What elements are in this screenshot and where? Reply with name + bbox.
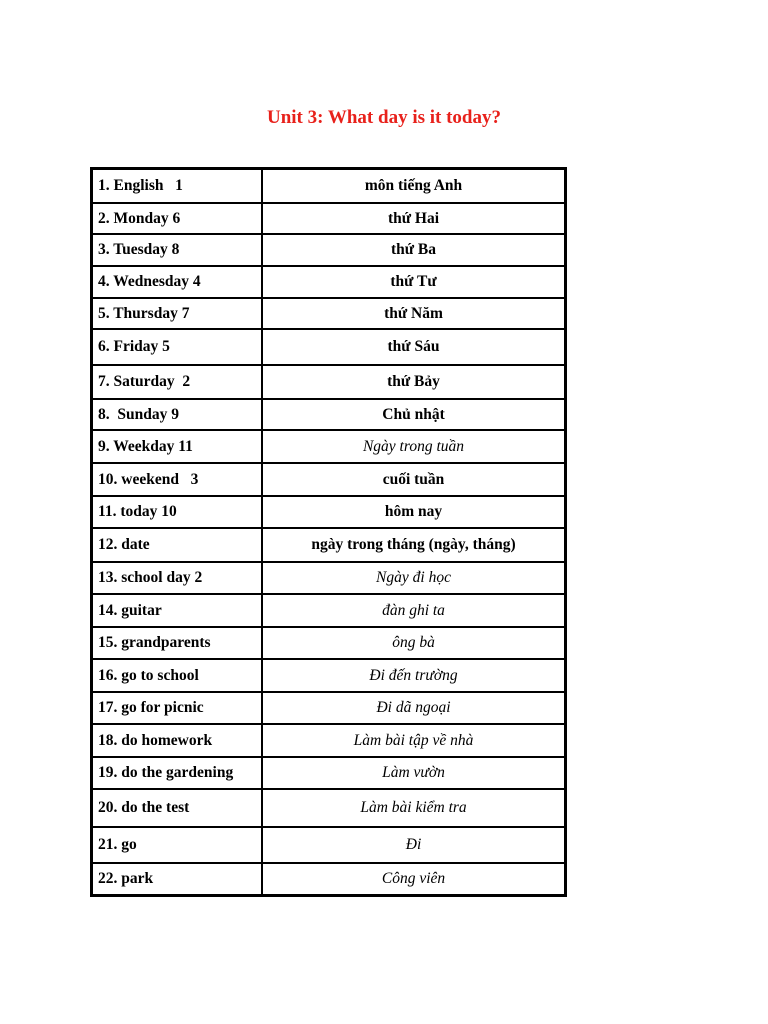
vietnamese-meaning-cell: thứ Năm	[262, 298, 565, 329]
table-row	[92, 496, 565, 528]
vietnamese-meaning-cell: Đi đến trường	[262, 659, 565, 692]
english-word-cell: 22. park	[92, 863, 262, 895]
english-word-cell: 7. Saturday 2	[92, 365, 262, 399]
vietnamese-meaning-cell: Chủ nhật	[262, 399, 565, 430]
english-word-cell: 2. Monday 6	[92, 203, 262, 234]
english-word-cell: 12. date	[92, 528, 262, 562]
vietnamese-meaning-cell: cuối tuần	[262, 463, 565, 496]
english-word-cell: 19. do the gardening	[92, 757, 262, 789]
vietnamese-meaning-cell: Công viên	[262, 863, 565, 895]
table-row	[92, 757, 565, 789]
vietnamese-meaning-cell: môn tiếng Anh	[262, 169, 565, 203]
table-row	[92, 562, 565, 594]
table-row	[92, 827, 565, 863]
table-row	[92, 203, 565, 234]
table-row	[92, 266, 565, 298]
table-row	[92, 430, 565, 463]
english-word-cell: 3. Tuesday 8	[92, 234, 262, 266]
english-word-cell: 21. go	[92, 827, 262, 863]
vietnamese-meaning-cell: thứ Hai	[262, 203, 565, 234]
table-row	[92, 627, 565, 659]
table-row	[92, 463, 565, 496]
english-word-cell: 1. English 1	[92, 169, 262, 203]
table-row	[92, 329, 565, 365]
vietnamese-meaning-cell: Ngày đi học	[262, 562, 565, 594]
vocabulary-table	[90, 167, 567, 897]
vietnamese-meaning-cell: Làm vườn	[262, 757, 565, 789]
page-title: Unit 3: What day is it today?	[266, 107, 501, 128]
table-row	[92, 234, 565, 266]
english-word-cell: 16. go to school	[92, 659, 262, 692]
table-row	[92, 863, 565, 895]
vietnamese-meaning-cell: Làm bài kiểm tra	[262, 789, 565, 827]
table-row	[92, 692, 565, 724]
vietnamese-meaning-cell: Đi dã ngoại	[262, 692, 565, 724]
english-word-cell: 11. today 10	[92, 496, 262, 528]
english-word-cell: 8. Sunday 9	[92, 399, 262, 430]
vietnamese-meaning-cell: thứ Bảy	[262, 365, 565, 399]
vietnamese-meaning-cell: đàn ghi ta	[262, 594, 565, 627]
english-word-cell: 14. guitar	[92, 594, 262, 627]
vietnamese-meaning-cell: Làm bài tập về nhà	[262, 724, 565, 757]
english-word-cell: 17. go for picnic	[92, 692, 262, 724]
vietnamese-meaning-cell: ngày trong tháng (ngày, tháng)	[262, 528, 565, 562]
english-word-cell: 9. Weekday 11	[92, 430, 262, 463]
vietnamese-meaning-cell: thứ Sáu	[262, 329, 565, 365]
table-row	[92, 399, 565, 430]
table-row	[92, 298, 565, 329]
vietnamese-meaning-cell: ông bà	[262, 627, 565, 659]
vietnamese-meaning-cell: Ngày trong tuần	[262, 430, 565, 463]
english-word-cell: 4. Wednesday 4	[92, 266, 262, 298]
vietnamese-meaning-cell: thứ Ba	[262, 234, 565, 266]
vietnamese-meaning-cell: thứ Tư	[262, 266, 565, 298]
english-word-cell: 5. Thursday 7	[92, 298, 262, 329]
english-word-cell: 20. do the test	[92, 789, 262, 827]
table-row	[92, 528, 565, 562]
english-word-cell: 6. Friday 5	[92, 329, 262, 365]
english-word-cell: 15. grandparents	[92, 627, 262, 659]
table-row	[92, 659, 565, 692]
vietnamese-meaning-cell: Đi	[262, 827, 565, 863]
table-row	[92, 169, 565, 203]
english-word-cell: 13. school day 2	[92, 562, 262, 594]
english-word-cell: 18. do homework	[92, 724, 262, 757]
table-row	[92, 365, 565, 399]
table-row	[92, 594, 565, 627]
vietnamese-meaning-cell: hôm nay	[262, 496, 565, 528]
table-row	[92, 789, 565, 827]
table-row	[92, 724, 565, 757]
english-word-cell: 10. weekend 3	[92, 463, 262, 496]
